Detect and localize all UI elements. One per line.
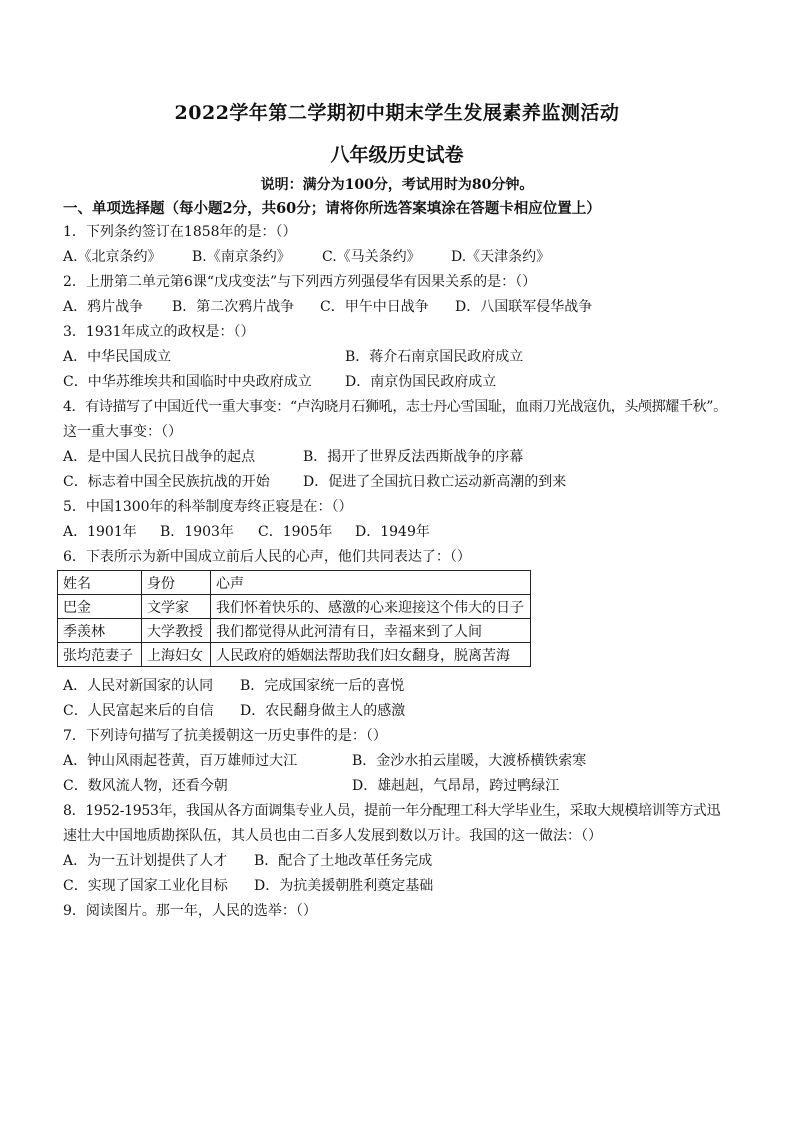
- table-cell: 我们都觉得从此河清有日，幸福来到了人间: [211, 619, 531, 643]
- question-6-stem: 6．下表所示为新中国成立前后人民的心声，他们共同表达了：（）: [63, 549, 471, 565]
- question-1-stem: 1．下列条约签订在1858年的是：（）: [63, 224, 297, 240]
- question-5-option-d: D．1949年: [355, 524, 430, 540]
- question-7-option-d: D．雄赳赳，气昂昂，跨过鸭绿江: [352, 778, 560, 794]
- question-9-stem: 9．阅读图片。那一年，人民的选举：（）: [63, 903, 317, 919]
- table-cell: 大学教授: [142, 619, 211, 643]
- exam-note: 说明：满分为100分，考试用时为80分钟。: [260, 177, 534, 193]
- question-2-stem: 2．上册第二单元第6课“戊戌变法”与下列西方列强侵华有因果关系的是：（）: [63, 274, 537, 290]
- table-row: [58, 619, 531, 643]
- question-7-option-c: C．数风流人物，还看今朝: [63, 778, 228, 794]
- question-4-option-d: D．促进了全国抗日救亡运动新高潮的到来: [303, 474, 567, 490]
- table-header-cell: 身份: [142, 571, 211, 595]
- question-8-option-a: A．为一五计划提供了人才: [63, 853, 228, 869]
- question-2-option-d: D．八国联军侵华战争: [455, 299, 593, 315]
- question-3-option-a: A．中华民国成立: [63, 349, 172, 365]
- table-header-row: [58, 571, 531, 595]
- question-6-option-d: D．农民翻身做主人的感激: [240, 703, 406, 719]
- table-row: [58, 643, 531, 667]
- question-5-option-c: C．1905年: [258, 524, 333, 540]
- question-7-option-b: B．金沙水拍云崖暖，大渡桥横铁索寒: [352, 753, 587, 769]
- table-cell: 季羡林: [58, 619, 142, 643]
- question-4-stem-line-2: 这一重大事变：（）: [63, 424, 182, 440]
- question-4-option-a: A．是中国人民抗日战争的起点: [63, 449, 256, 465]
- table-cell: 张均范妻子: [58, 643, 142, 667]
- question-1-option-d: D.《天津条约》: [451, 249, 551, 265]
- question-3-option-b: B．蒋介石南京国民政府成立: [345, 349, 524, 365]
- question-4-stem-line-1: 4．有诗描写了中国近代一重大事变：“卢沟晓月石狮吼，志士丹心雪国耻，血雨刀光战寇仇，头颅掷耀千秋”。: [63, 399, 727, 415]
- table-header-cell: 姓名: [58, 571, 142, 595]
- question-4-option-b: B．揭开了世界反法西斯战争的序幕: [303, 449, 524, 465]
- question-8-stem-line-2: 速壮大中国地质勘探队伍，其人员也由二百多人发展到数以万计。我国的这一做法：（）: [63, 828, 602, 844]
- table-cell: 我们怀着快乐的、感激的心来迎接这个伟大的日子: [211, 595, 531, 619]
- question-6-option-a: A．人民对新国家的认同: [63, 678, 214, 694]
- question-6-option-b: B．完成国家统一后的喜悦: [240, 678, 405, 694]
- question-1-option-c: C.《马关条约》: [322, 249, 421, 265]
- question-5-option-b: B．1903年: [160, 524, 234, 540]
- table-cell: 文学家: [142, 595, 211, 619]
- exam-title: 2022学年第二学期初中期末学生发展素养监测活动: [174, 102, 620, 124]
- question-8-option-b: B．配合了土地改革任务完成: [254, 853, 433, 869]
- question-2-option-a: A．鸦片战争: [63, 299, 144, 315]
- table-header-cell: 心声: [211, 571, 531, 595]
- question-7-option-a: A．钟山风雨起苍黄，百万雄师过大江: [63, 753, 298, 769]
- table-cell: 人民政府的婚姻法帮助我们妇女翻身，脱离苦海: [211, 643, 531, 667]
- table-cell: 巴金: [58, 595, 142, 619]
- section-heading: 一、单项选择题（每小题2分，共60分；请将你所选答案填涂在答题卡相应位置上）: [63, 200, 601, 217]
- question-3-stem: 3．1931年成立的政权是：（）: [63, 324, 255, 340]
- question-8-option-d: D．为抗美援朝胜利奠定基础: [254, 878, 434, 894]
- question-1-option-b: B.《南京条约》: [192, 249, 291, 265]
- question-2-option-c: C．甲午中日战争: [320, 299, 429, 315]
- question-7-stem: 7．下列诗句描写了抗美援朝这一历史事件的是：（）: [63, 728, 387, 744]
- voices-table: [57, 570, 531, 667]
- table-row: [58, 595, 531, 619]
- question-6-option-c: C．人民富起来后的自信: [63, 703, 214, 719]
- question-5-stem: 5．中国1300年的科举制度寿终正寝是在：（）: [63, 499, 353, 515]
- question-5-option-a: A．1901年: [63, 524, 137, 540]
- question-4-option-c: C．标志着中国全民族抗战的开始: [63, 474, 270, 490]
- question-2-option-b: B．第二次鸦片战争: [172, 299, 295, 315]
- question-3-option-c: C．中华苏维埃共和国临时中央政府成立: [63, 374, 312, 390]
- question-8-option-c: C．实现了国家工业化目标: [63, 878, 228, 894]
- exam-subtitle: 八年级历史试卷: [330, 144, 464, 166]
- question-8-stem-line-1: 8．1952-1953年，我国从各方面调集专业人员，提前一年分配理工科大学毕业生，采取大规模培训等方式迅: [63, 803, 721, 819]
- question-1-option-a: A.《北京条约》: [63, 249, 162, 265]
- question-3-option-d: D．南京伪国民政府成立: [345, 374, 497, 390]
- table-cell: 上海妇女: [142, 643, 211, 667]
